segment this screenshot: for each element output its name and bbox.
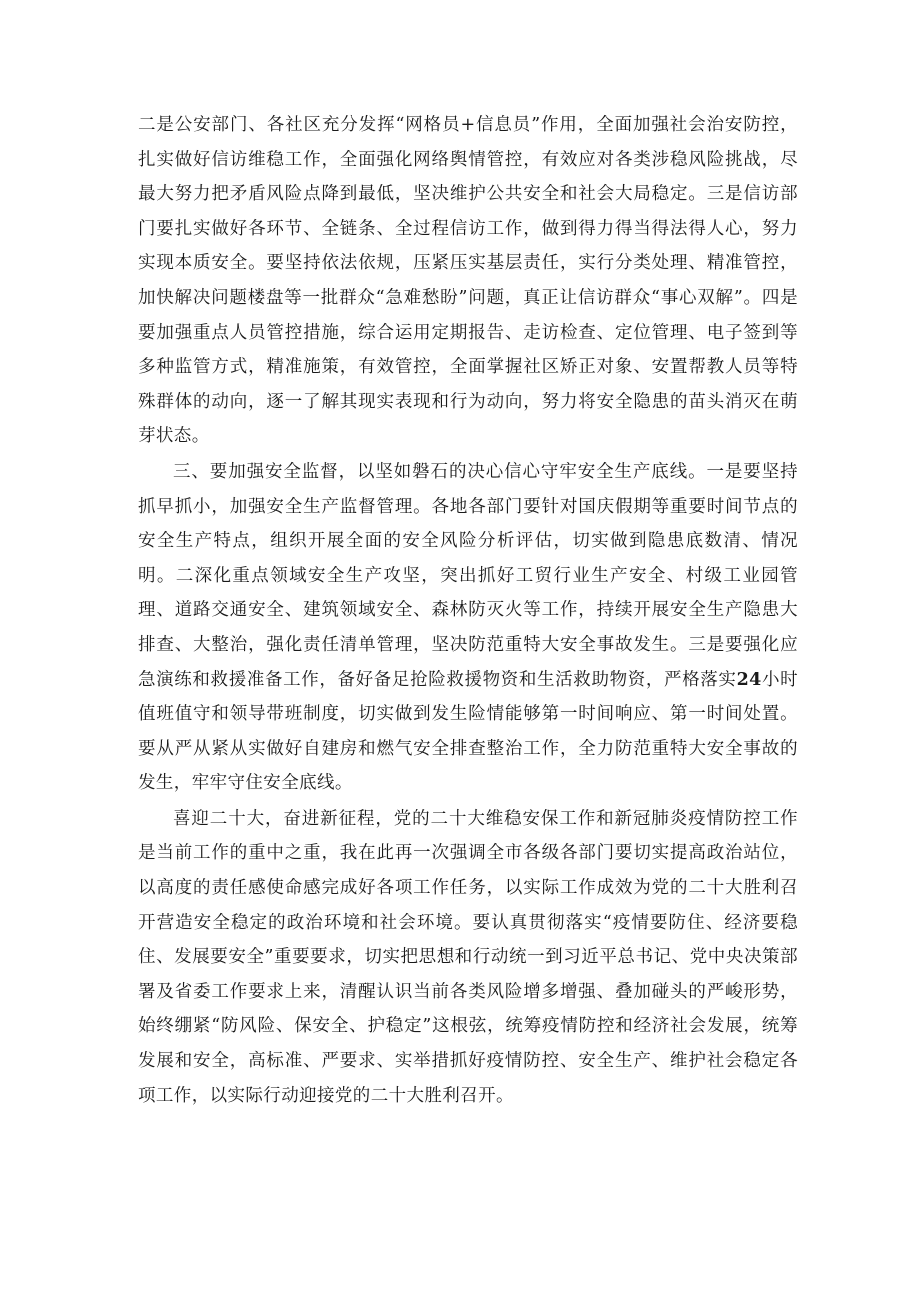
document-body: [138, 108, 798, 1114]
paragraph-text: 三、要加强安全监督，以坚如磐石的决心信心守牢安全生产底线。一是要坚持抓早抓小，加强安全生产监督管理。各地各部门要针对国庆假期等重要时间节点的安全生产特点，组织开展全面的安全风险分析评估，切实做到隐患底数清、情况明。二深化重点领域安全生产攻坚，突出抓好工贸行业生产安全、村级工业园管理、道路交通安全、建筑领域安全、森林防灭火等工作，持续开展安全生产隐患大排查、大整治，强化责任清单管理，坚决防范重特大安全事故发生。三是要强化应急演练和救援准备工作，备好备足抢险救援物资和生活救助物资，严格落实: [138, 461, 798, 690]
paragraph-text: 二是公安部门、各社区充分发挥“网格员+信息员”作用，全面加强社会治安防控，扎实做好信访维稳工作，全面强化网络舆情管控，有效应对各类涉稳风险挑战，尽最大努力把矛盾风险点降到最低，坚决维护公共安全和社会大局稳定。三是信访部门要扎实做好各环节、全链条、全过程信访工作，做到得力得当得法得人心，努力实现本质安全。要坚持依法依规，压紧压实基层责任，实行分类处理、精准管控，加快解决问题楼盘等一批群众“急难愁盼”问题，真正让信访群众“事心双解”。四是要加强重点人员管控措施，综合运用定期报告、走访检查、定位管理、电子签到等多种监管方式，精准施策，有效管控，全面掌握社区矫正对象、安置帮教人员等特殊群体的动向，逐一了解其现实表现和行为动向，努力将安全隐患的苗头消灭在萌芽状态。: [138, 115, 798, 447]
paragraph-text: 小时值班值守和领导带班制度，切实做到发生险情能够第一时间响应、第一时间处置。要从严从紧从实做好自建房和燃气安全排查整治工作，全力防范重特大安全事故的发生，牢牢守住安全底线。: [138, 669, 798, 794]
bold-number: 24: [736, 669, 762, 690]
paragraph-conclusion: [138, 802, 798, 1113]
paragraph-text: 喜迎二十大，奋进新征程，党的二十大维稳安保工作和新冠肺炎疫情防控工作是当前工作的重中之重，我在此再一次强调全市各级各部门要切实提高政治站位，以高度的责任感使命感完成好各项工作任务，以实际工作成效为党的二十大胜利召开营造安全稳定的政治环境和社会环境。要认真贯彻落实“疫情要防住、经济要稳住、发展要安全”重要要求，切实把思想和行动统一到习近平总书记、党中央决策部署及省委工作要求上来，清醒认识当前各类风险增多增强、叠加碰头的严峻形势，始终绷紧“防风险、保安全、护稳定”这根弦，统筹疫情防控和经济社会发展，统筹发展和安全，高标准、严要求、实举措抓好疫情防控、安全生产、维护社会稳定各项工作，以实际行动迎接党的二十大胜利召开。: [138, 808, 798, 1106]
paragraph-safety-supervision: [138, 455, 798, 801]
paragraph-public-security: [138, 108, 798, 454]
